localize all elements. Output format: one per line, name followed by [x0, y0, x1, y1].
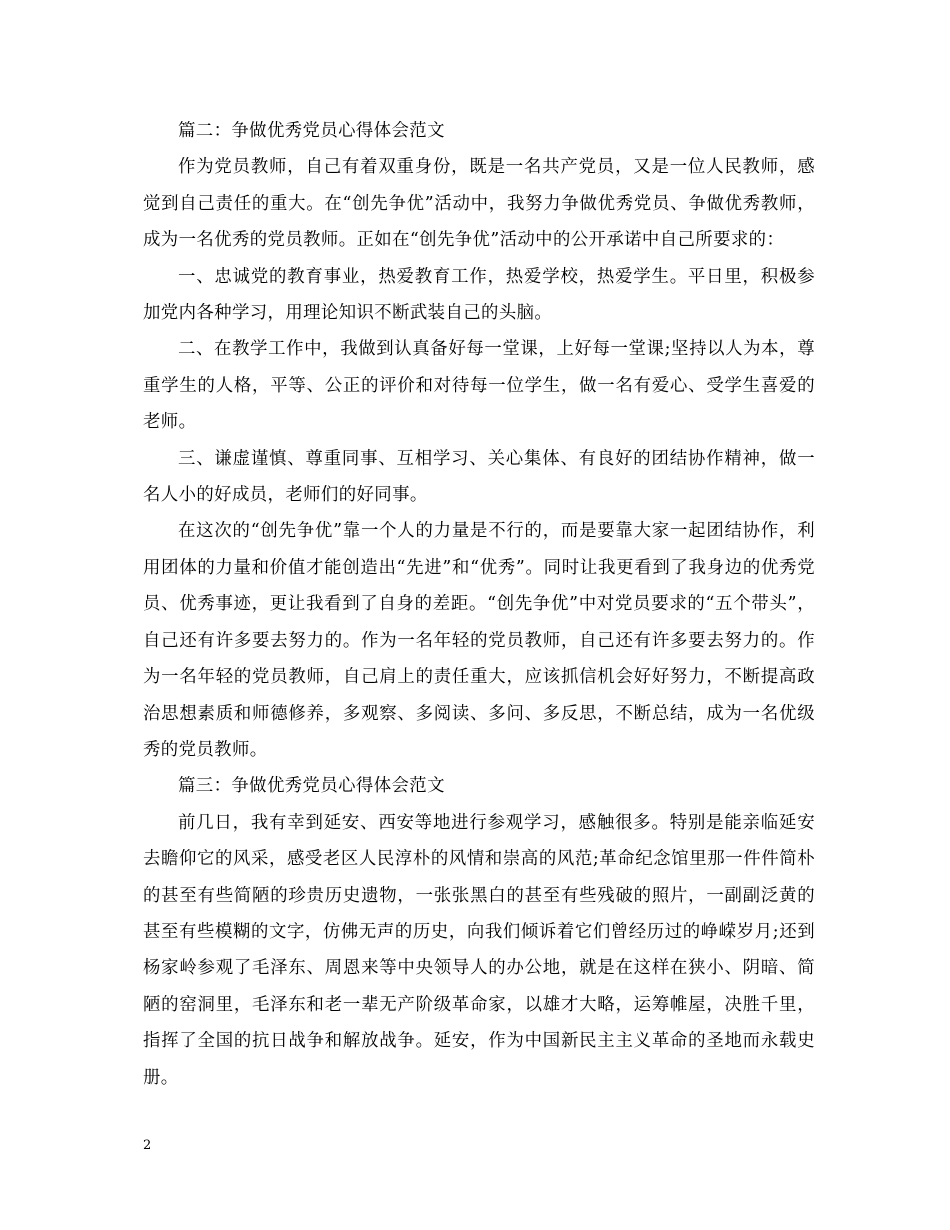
- paragraph: 一、忠诚党的教育事业，热爱教育工作，热爱学校，热爱学生。平日里，积极参加党内各种学习，用理论知识不断武装自己的头脑。: [143, 266, 815, 324]
- section-heading-3: 篇三：争做优秀党员心得体会范文: [178, 776, 445, 797]
- document-body: [143, 113, 815, 1096]
- paragraph: 二、在教学工作中，我做到认真备好每一堂课，上好每一堂课;坚持以人为本，尊重学生的人格，平等、公正的评价和对待每一位学生，做一名有爱心、受学生喜爱的老师。: [143, 339, 815, 433]
- page-number: 2: [143, 1138, 152, 1153]
- paragraph: 在这次的“创先争优”靠一个人的力量是不行的，而是要靠大家一起团结协作，利用团体的力量和价值才能创造出“先进”和“优秀”。同时让我更看到了我身边的优秀党员、优秀事迹，更让我看到了自身的差距。“创先争优”中对党员要求的“五个带头”，自己还有许多要去努力的。作为一名年轻的党员教师，自己还有许多要去努力的。作为一名年轻的党员教师，自己肩上的责任重大，应该抓信机会好好努力，不断提高政治思想素质和师德修养，多观察、多阅读、多问、多反思，不断总结，成为一名优级秀的党员教师。: [143, 521, 815, 760]
- section-heading-2: 篇二：争做优秀党员心得体会范文: [178, 121, 445, 141]
- paragraph: 前几日，我有幸到延安、西安等地进行参观学习，感触很多。特别是能亲临延安去瞻仰它的风采，感受老区人民淳朴的风情和崇高的风范;革命纪念馆里那一件件简朴的甚至有些简陋的珍贵历史遗物，一张张黑白的甚至有些残破的照片，一副副泛黄的甚至有些模糊的文字，仿佛无声的历史，向我们倾诉着它们曾经历过的峥嵘岁月;还到杨家岭参观了毛泽东、周恩来等中央领导人的办公地，就是在这样在狭小、阴暗、简陋的窑洞里，毛泽东和老一辈无产阶级革命家，以雄才大略，运筹帷屋，决胜千里，指挥了全国的抗日战争和解放战争。延安，作为中国新民主主义革命的圣地而永载史册。: [143, 812, 815, 1088]
- paragraph: 作为党员教师，自己有着双重身份，既是一名共产党员，又是一位人民教师，感觉到自己责任的重大。在“创先争优”活动中，我努力争做优秀党员、争做优秀教师，成为一名优秀的党员教师。正如在“创先争优”活动中的公开承诺中自己所要求的：: [143, 157, 815, 251]
- paragraph: 三、谦虚谨慎、尊重同事、互相学习、关心集体、有良好的团结协作精神，做一名人小的好成员，老师们的好同事。: [143, 448, 815, 506]
